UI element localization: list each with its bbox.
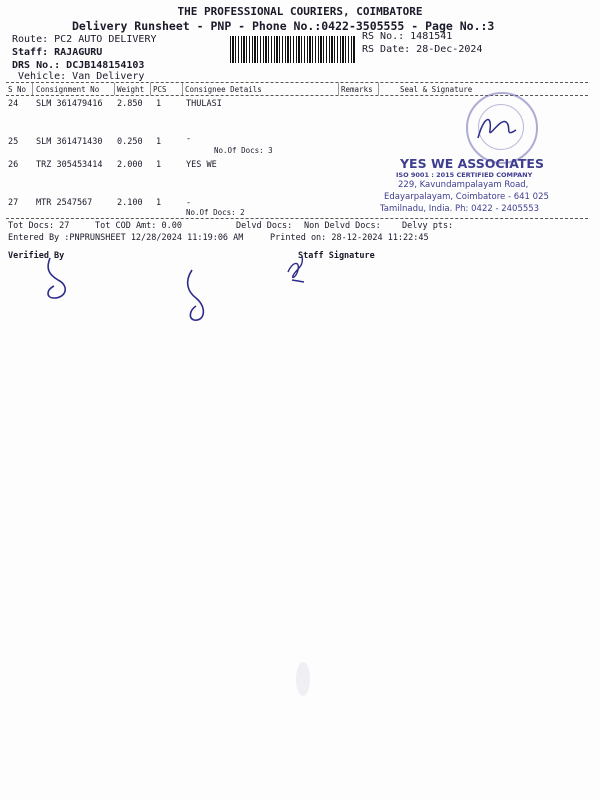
total-docs: Tot Docs: 27	[8, 221, 70, 231]
row-pcs: 1	[156, 99, 162, 109]
staff-signature-label: Staff Signature	[298, 251, 375, 261]
row-sno: 25	[8, 137, 19, 147]
rs-number: RS No.: 1481541	[362, 31, 453, 42]
row-weight: 0.250	[117, 137, 143, 147]
verified-by-label: Verified By	[8, 251, 65, 261]
col-header-sno: S No	[8, 85, 27, 94]
drs-number: DRS No.: DCJB148154103	[12, 60, 145, 71]
seal-iso: ISO 9001 : 2015 CERTIFIED COMPANY	[396, 171, 533, 179]
row-weight: 2.850	[117, 99, 143, 109]
rs-date: RS Date: 28-Dec-2024	[362, 44, 483, 55]
route-label: Route: PC2 AUTO DELIVERY	[12, 34, 157, 45]
seal-address-3: Tamilnadu, India. Ph: 0422 - 2405553	[380, 204, 540, 214]
row-consignee: -	[186, 198, 192, 208]
row-consignment: SLM 361471430	[36, 137, 103, 147]
seal-signature-scribble	[470, 108, 530, 148]
staff-initial-signature	[284, 252, 310, 286]
verified-signature	[36, 254, 86, 304]
total-cod: Tot COD Amt: 0.00	[95, 221, 182, 231]
delivery-points: Delvy pts:	[402, 221, 454, 231]
seal-address-1: 229, Kavundampalayam Road,	[398, 180, 529, 190]
row-sno: 24	[8, 99, 19, 109]
col-header-remarks: Remarks	[341, 85, 373, 94]
runsheet-title: Delivery Runsheet - PNP - Phone No.:0422-3505555 - Page No.:3	[72, 19, 495, 33]
row-docs: No.Of Docs: 2	[186, 208, 245, 217]
row-pcs: 1	[156, 198, 162, 208]
table-bottom-rule	[6, 218, 588, 219]
company-title: THE PROFESSIONAL COURIERS, COIMBATORE	[177, 5, 423, 18]
row-consignee: THULASI	[186, 99, 222, 109]
barcode	[230, 36, 356, 63]
scan-smudge	[296, 662, 310, 696]
row-sno: 27	[8, 198, 19, 208]
table-top-rule	[6, 82, 588, 83]
row-docs: No.Of Docs: 3	[214, 146, 273, 155]
row-consignment: MTR 2547567	[36, 198, 93, 208]
row-consignee: -	[186, 134, 192, 144]
staff-signature	[178, 266, 218, 326]
col-header-weight: Weight	[117, 85, 145, 94]
entered-by: Entered By :PNPRUNSHEET 12/28/2024 11:19:06 AM	[8, 233, 244, 243]
col-header-consignment: Consignment No	[36, 85, 100, 94]
row-pcs: 1	[156, 137, 162, 147]
non-delivered-docs: Non Delvd Docs:	[304, 221, 381, 231]
delivered-docs: Delvd Docs:	[236, 221, 293, 231]
row-weight: 2.000	[117, 160, 143, 170]
row-sno: 26	[8, 160, 19, 170]
row-pcs: 1	[156, 160, 162, 170]
staff-label: Staff: RAJAGURU	[12, 47, 103, 58]
row-consignment: TRZ 305453414	[36, 160, 103, 170]
printed-on: Printed on: 28-12-2024 11:22:45	[270, 233, 429, 243]
row-consignment: SLM 361479416	[36, 99, 103, 109]
seal-address-2: Edayarpalayam, Coimbatore - 641 025	[384, 192, 549, 202]
col-header-pcs: PCS	[153, 85, 167, 94]
seal-company-name: YES WE ASSOCIATES	[400, 156, 544, 171]
col-header-seal: Seal & Signature	[400, 85, 473, 94]
col-header-consignee: Consignee Details	[185, 85, 262, 94]
vehicle-label: Vehicle: Van Delivery	[18, 71, 145, 82]
row-consignee: YES WE	[186, 160, 217, 170]
row-weight: 2.100	[117, 198, 143, 208]
